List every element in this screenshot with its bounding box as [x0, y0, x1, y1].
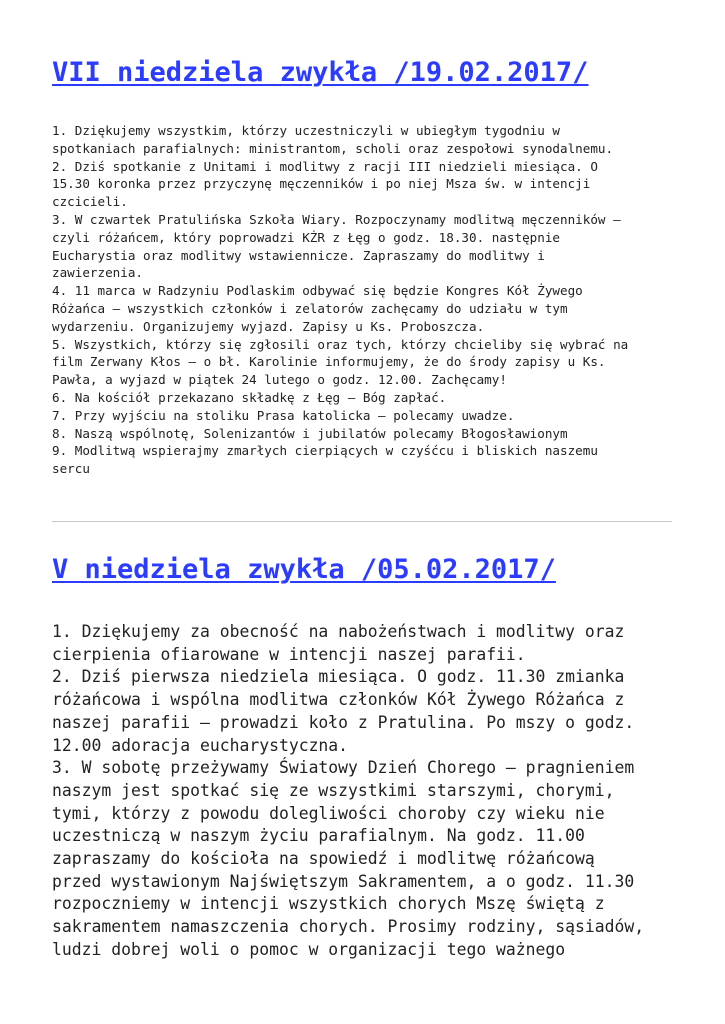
post-body-line: 3. W sobotę przeżywamy Światowy Dzień Chorego – pragnieniem: [52, 758, 635, 778]
post-body-line: zapraszamy do kościoła na spowiedź i modlitwę różańcową: [52, 849, 595, 869]
post-title-link-1[interactable]: VII niedziela zwykła /19.02.2017/: [52, 57, 589, 88]
post-body-line: 1. Dziękujemy za obecność na nabożeństwach i modlitwy oraz: [52, 622, 625, 641]
post-body-line: 15.30 koronka przez przyczynę męczenników i po niej Msza św. w intencji: [52, 176, 591, 192]
post-body-line: sercu: [52, 461, 90, 477]
post-body-line: film Zerwany Kłos – o bł. Karolinie informujemy, że do środy zapisy u Ks.: [52, 354, 606, 370]
post-title: [52, 553, 556, 587]
post-body-line: tymi, którzy z powodu dolegliwości choroby czy wieku nie: [52, 803, 605, 823]
post-body-line: naszej parafii – prowadzi koło z Pratulina. Po mszy o godz.: [52, 712, 635, 732]
post-body-2: [52, 621, 674, 962]
post-body-line: czcicieli.: [52, 194, 128, 210]
post-body-line: różańcowa i wspólna modlitwa członków Kół Żywego Różańca z: [52, 690, 625, 710]
post-body-line: 7. Przy wyjściu na stoliku Prasa katolicka – polecamy uwadze.: [52, 407, 515, 423]
post-body-line: rozpoczniemy w intencji wszystkich chorych Mszę świętą z: [52, 894, 605, 914]
post-body-line: 4. 11 marca w Radzyniu Podlaskim odbywać się będzie Kongres Kół Żywego: [52, 283, 583, 299]
post-body-line: 1. Dziękujemy wszystkim, którzy uczestniczyli w ubiegłym tygodniu w: [52, 123, 560, 138]
post-body-line: czyli różańcem, który poprowadzi KŻR z Łęg o godz. 18.30. następnie: [52, 229, 560, 245]
post-title-link-2[interactable]: V niedziela zwykła /05.02.2017/: [52, 554, 556, 585]
post-body-line: 5. Wszystkich, którzy się zgłosili oraz tych, którzy chcieliby się wybrać na: [52, 336, 629, 352]
post-body-line: Różańca – wszystkich członków i zelatorów zachęcamy do udziału w tym: [52, 300, 568, 316]
post-body-line: wydarzeniu. Organizujemy wyjazd. Zapisy u Ks. Proboszcza.: [52, 318, 485, 334]
post-body-line: cierpienia ofiarowane w intencji naszej parafii.: [52, 644, 526, 664]
post-body-line: 2. Dziś pierwsza niedziela miesiąca. O godz. 11.30 zmianka: [52, 667, 625, 687]
post-body-line: sakramentem namaszczenia chorych. Prosimy rodziny, sąsiadów,: [52, 917, 645, 937]
post-body-line: zawierzenia.: [52, 265, 143, 281]
post-body-line: ludzi dobrej woli o pomoc w organizacji tego ważnego: [52, 939, 566, 959]
post-body-line: 9. Modlitwą wspierajmy zmarłych cierpiących w czyśćcu i bliskich naszemu: [52, 443, 598, 459]
post-body-line: 8. Naszą wspólnotę, Solenizantów i jubilatów polecamy Błogosławionym: [52, 425, 568, 441]
post-body-line: 3. W czwartek Pratulińska Szkoła Wiary. Rozpoczynamy modlitwą męczenników –: [52, 211, 621, 227]
post-title: [52, 56, 588, 90]
post-body-line: Eucharystia oraz modlitwy wstawiennicze. Zapraszamy do modlitwy i: [52, 247, 545, 263]
post-divider: [52, 521, 672, 522]
post-body-line: spotkaniach parafialnych: ministrantom, scholi oraz zespołowi synodalnemu.: [52, 140, 614, 156]
post-body-line: 6. Na kościół przekazano składkę z Łęg – Bóg zapłać.: [52, 389, 447, 405]
post-body-line: przed wystawionym Najświętszym Sakramentem, a o godz. 11.30: [52, 871, 635, 891]
post-body-line: 12.00 adoracja eucharystyczna.: [52, 735, 349, 755]
post-body-line: Pawła, a wyjazd w piątek 24 lutego o godz. 12.00. Zachęcamy!: [52, 372, 507, 388]
post-body-line: naszym jest spotkać się ze wszystkimi starszymi, chorymi,: [52, 780, 615, 800]
post-body-line: uczestniczą w naszym życiu parafialnym. Na godz. 11.00: [52, 826, 585, 846]
post-body-line: 2. Dziś spotkanie z Unitami i modlitwy z racji III niedzieli miesiąca. O: [52, 158, 598, 174]
post-body-1: [52, 122, 674, 478]
